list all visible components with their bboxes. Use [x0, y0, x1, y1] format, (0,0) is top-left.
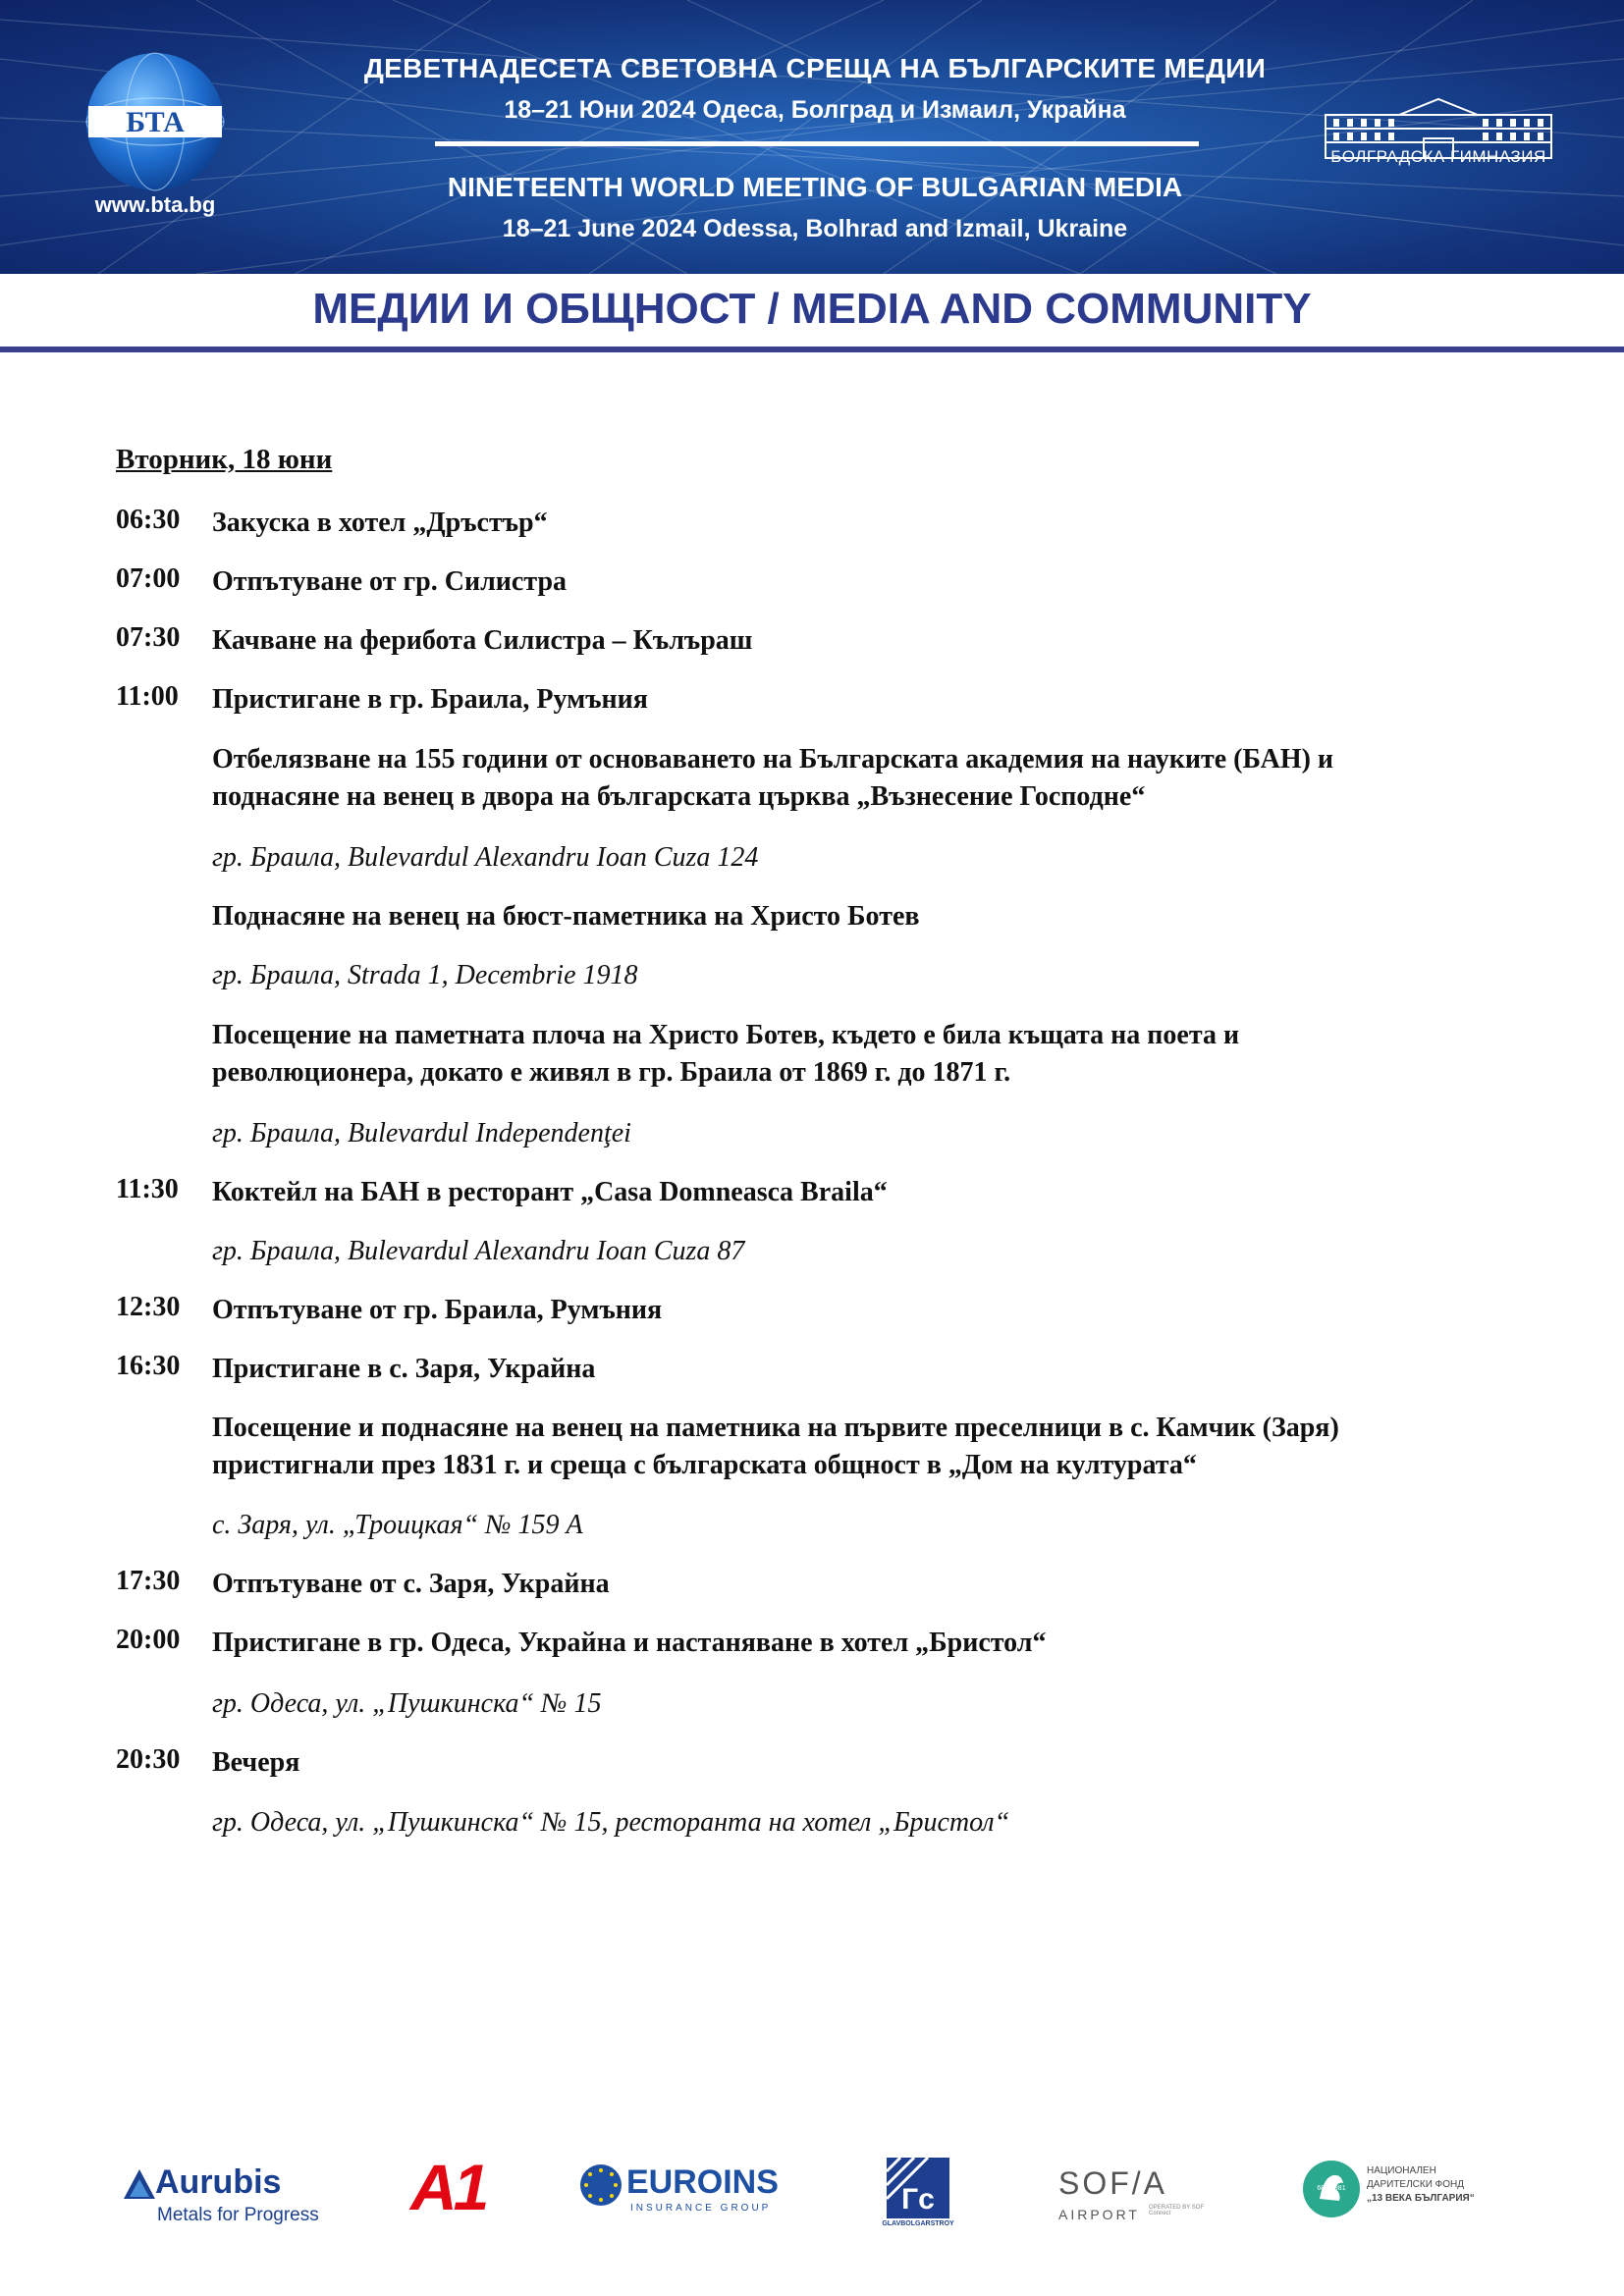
svg-text:Гс: Гс [901, 2183, 935, 2216]
a1-logo-text: A1 [410, 2151, 486, 2223]
sponsor-euroins[interactable] [579, 2150, 785, 2238]
event-1730: Отпътуване от с. Заря, Украйна [212, 1569, 610, 1599]
day-heading: Вторник, 18 юни [116, 444, 333, 475]
event-1100-plaque-text-1: Посещение на паметната плоча на Христо Ботев, където е била къщата на поета и [212, 1020, 1240, 1050]
event-1100-ban-line1 [212, 741, 1528, 778]
time-0630: 06:30 [116, 505, 181, 535]
sponsor-aurubis[interactable] [122, 2150, 328, 2238]
event-0630: Закуска в хотел „Дръстър“ [212, 507, 548, 538]
event-1630: Пристигане в с. Заря, Украйна [212, 1354, 596, 1384]
sponsor-glavbolgarstroy[interactable] [879, 2150, 957, 2238]
fund-years: 681 1981 [1317, 2185, 1346, 2192]
event-1100-botev-bust: Поднасяне на венец на бюст-паметника на Христо Ботев [212, 901, 920, 932]
sponsor-sofia-airport[interactable] [1058, 2150, 1216, 2238]
location-1100-bust: гр. Браила, Strada 1, Decembrie 1918 [212, 960, 638, 990]
banner-divider [435, 141, 1199, 146]
aurubis-name: Aurubis [155, 2163, 282, 2201]
event-1100-plaque-line1 [212, 1017, 1528, 1054]
time-1230: 12:30 [116, 1292, 181, 1322]
banner-dates-bg: 18–21 Юни 2024 Одеса, Болград и Измаил, Украйна [504, 96, 1126, 124]
aurubis-triangle-icon [122, 2167, 157, 2201]
event-1100: Пристигане в гр. Браила, Румъния [212, 684, 648, 715]
event-2030: Вечеря [212, 1747, 300, 1778]
event-1100-ban-line2: поднасяне на венец в двора на българската църква „Възнесение Господне“ [212, 781, 1146, 812]
event-0730: Качване на ферибота Силистра – Кълъраш [212, 625, 753, 656]
time-2030: 20:30 [116, 1744, 181, 1775]
event-2000: Пристигане в гр. Одеса, Украйна и настаняване в хотел „Бристол“ [212, 1628, 1047, 1658]
fund-line3: „13 ВЕКА БЪЛГАРИЯ“ [1367, 2193, 1475, 2204]
sofia-name: SOF/A [1058, 2165, 1168, 2201]
time-1630: 16:30 [116, 1351, 181, 1381]
banner-title-en: NINETEENTH WORLD MEETING OF BULGARIAN MEDIA [447, 172, 1183, 202]
fund-line1: НАЦИОНАЛЕН [1367, 2165, 1436, 2176]
banner-dates-en: 18–21 June 2024 Odessa, Bolhrad and Izmail, Ukraine [502, 215, 1128, 242]
event-1130: Коктейл на БАН в ресторант „Casa Domneasca Braila“ [212, 1177, 888, 1207]
location-1630: с. Заря, ул. „Троицкая“ № 159 А [212, 1510, 583, 1540]
event-1630-monument-text-1: Посещение и поднасяне на венец на паметника на първите преселници в с. Камчик (Заря) [212, 1413, 1339, 1443]
time-2000: 20:00 [116, 1625, 181, 1655]
event-1100-plaque-line2: революционера, докато е живял в гр. Браила от 1869 г. до 1871 г. [212, 1057, 1011, 1088]
glavbolgarstroy-name: GLAVBOLGARSTROY [882, 2220, 954, 2227]
euroins-name: EUROINS [626, 2163, 779, 2201]
time-1100: 11:00 [116, 681, 179, 712]
time-1130: 11:30 [116, 1174, 179, 1204]
header-banner [0, 0, 1624, 274]
bta-url[interactable]: www.bta.bg [94, 192, 216, 217]
bta-logo-text: БТА [126, 106, 185, 138]
sponsor-a1[interactable] [410, 2150, 499, 2238]
event-1630-monument-line1 [212, 1410, 1528, 1447]
glavbolgarstroy-logo-icon [883, 2158, 953, 2218]
time-0700: 07:00 [116, 563, 181, 594]
location-1100-church: гр. Браила, Bulevardul Alexandru Ioan Cuza 124 [212, 842, 759, 873]
location-1100-plaque: гр. Браила, Bulevardul Independenţei [212, 1118, 631, 1148]
fund-line2: ДАРИТЕЛСКИ ФОНД [1367, 2179, 1465, 2190]
event-1230: Отпътуване от гр. Браила, Румъния [212, 1295, 663, 1325]
bta-globe-logo [84, 51, 226, 192]
euroins-sub: INSURANCE GROUP [630, 2203, 772, 2214]
time-0730: 07:30 [116, 622, 181, 653]
euroins-stars-icon [579, 2163, 623, 2207]
sofia-operator: OPERATED BY SOF Connect [1149, 2205, 1205, 2216]
title-divider [0, 347, 1624, 352]
event-1630-monument-line2: пристигнали през 1831 г. и среща с българската общност в „Дом на културата“ [212, 1450, 1197, 1480]
location-1130: гр. Браила, Bulevardul Alexandru Ioan Cuza 87 [212, 1236, 745, 1266]
location-2030: гр. Одеса, ул. „Пушкинска“ № 15, ресторанта на хотел „Бристол“ [212, 1807, 1010, 1838]
sofia-sub: AIRPORT [1058, 2207, 1140, 2222]
event-1100-ban-text-1: Отбелязване на 155 години от основаването на Българската академия на науките (БАН) и [212, 744, 1334, 774]
banner-title-bg: ДЕВЕТНАДЕСЕТА СВЕТОВНА СРЕЩА НА БЪЛГАРСКИТЕ МЕДИИ [363, 53, 1267, 83]
sponsor-national-fund[interactable] [1302, 2150, 1508, 2238]
event-0700: Отпътуване от гр. Силистра [212, 566, 568, 597]
location-2000: гр. Одеса, ул. „Пушкинска“ № 15 [212, 1688, 602, 1719]
time-1730: 17:30 [116, 1566, 181, 1596]
aurubis-tagline: Metals for Progress [157, 2205, 319, 2225]
gymnasium-label: БОЛГРАДСКА ГИМНАЗИЯ [1330, 147, 1546, 166]
page-title: МЕДИИ И ОБЩНОСТ / MEDIA AND COMMUNITY [312, 285, 1312, 333]
